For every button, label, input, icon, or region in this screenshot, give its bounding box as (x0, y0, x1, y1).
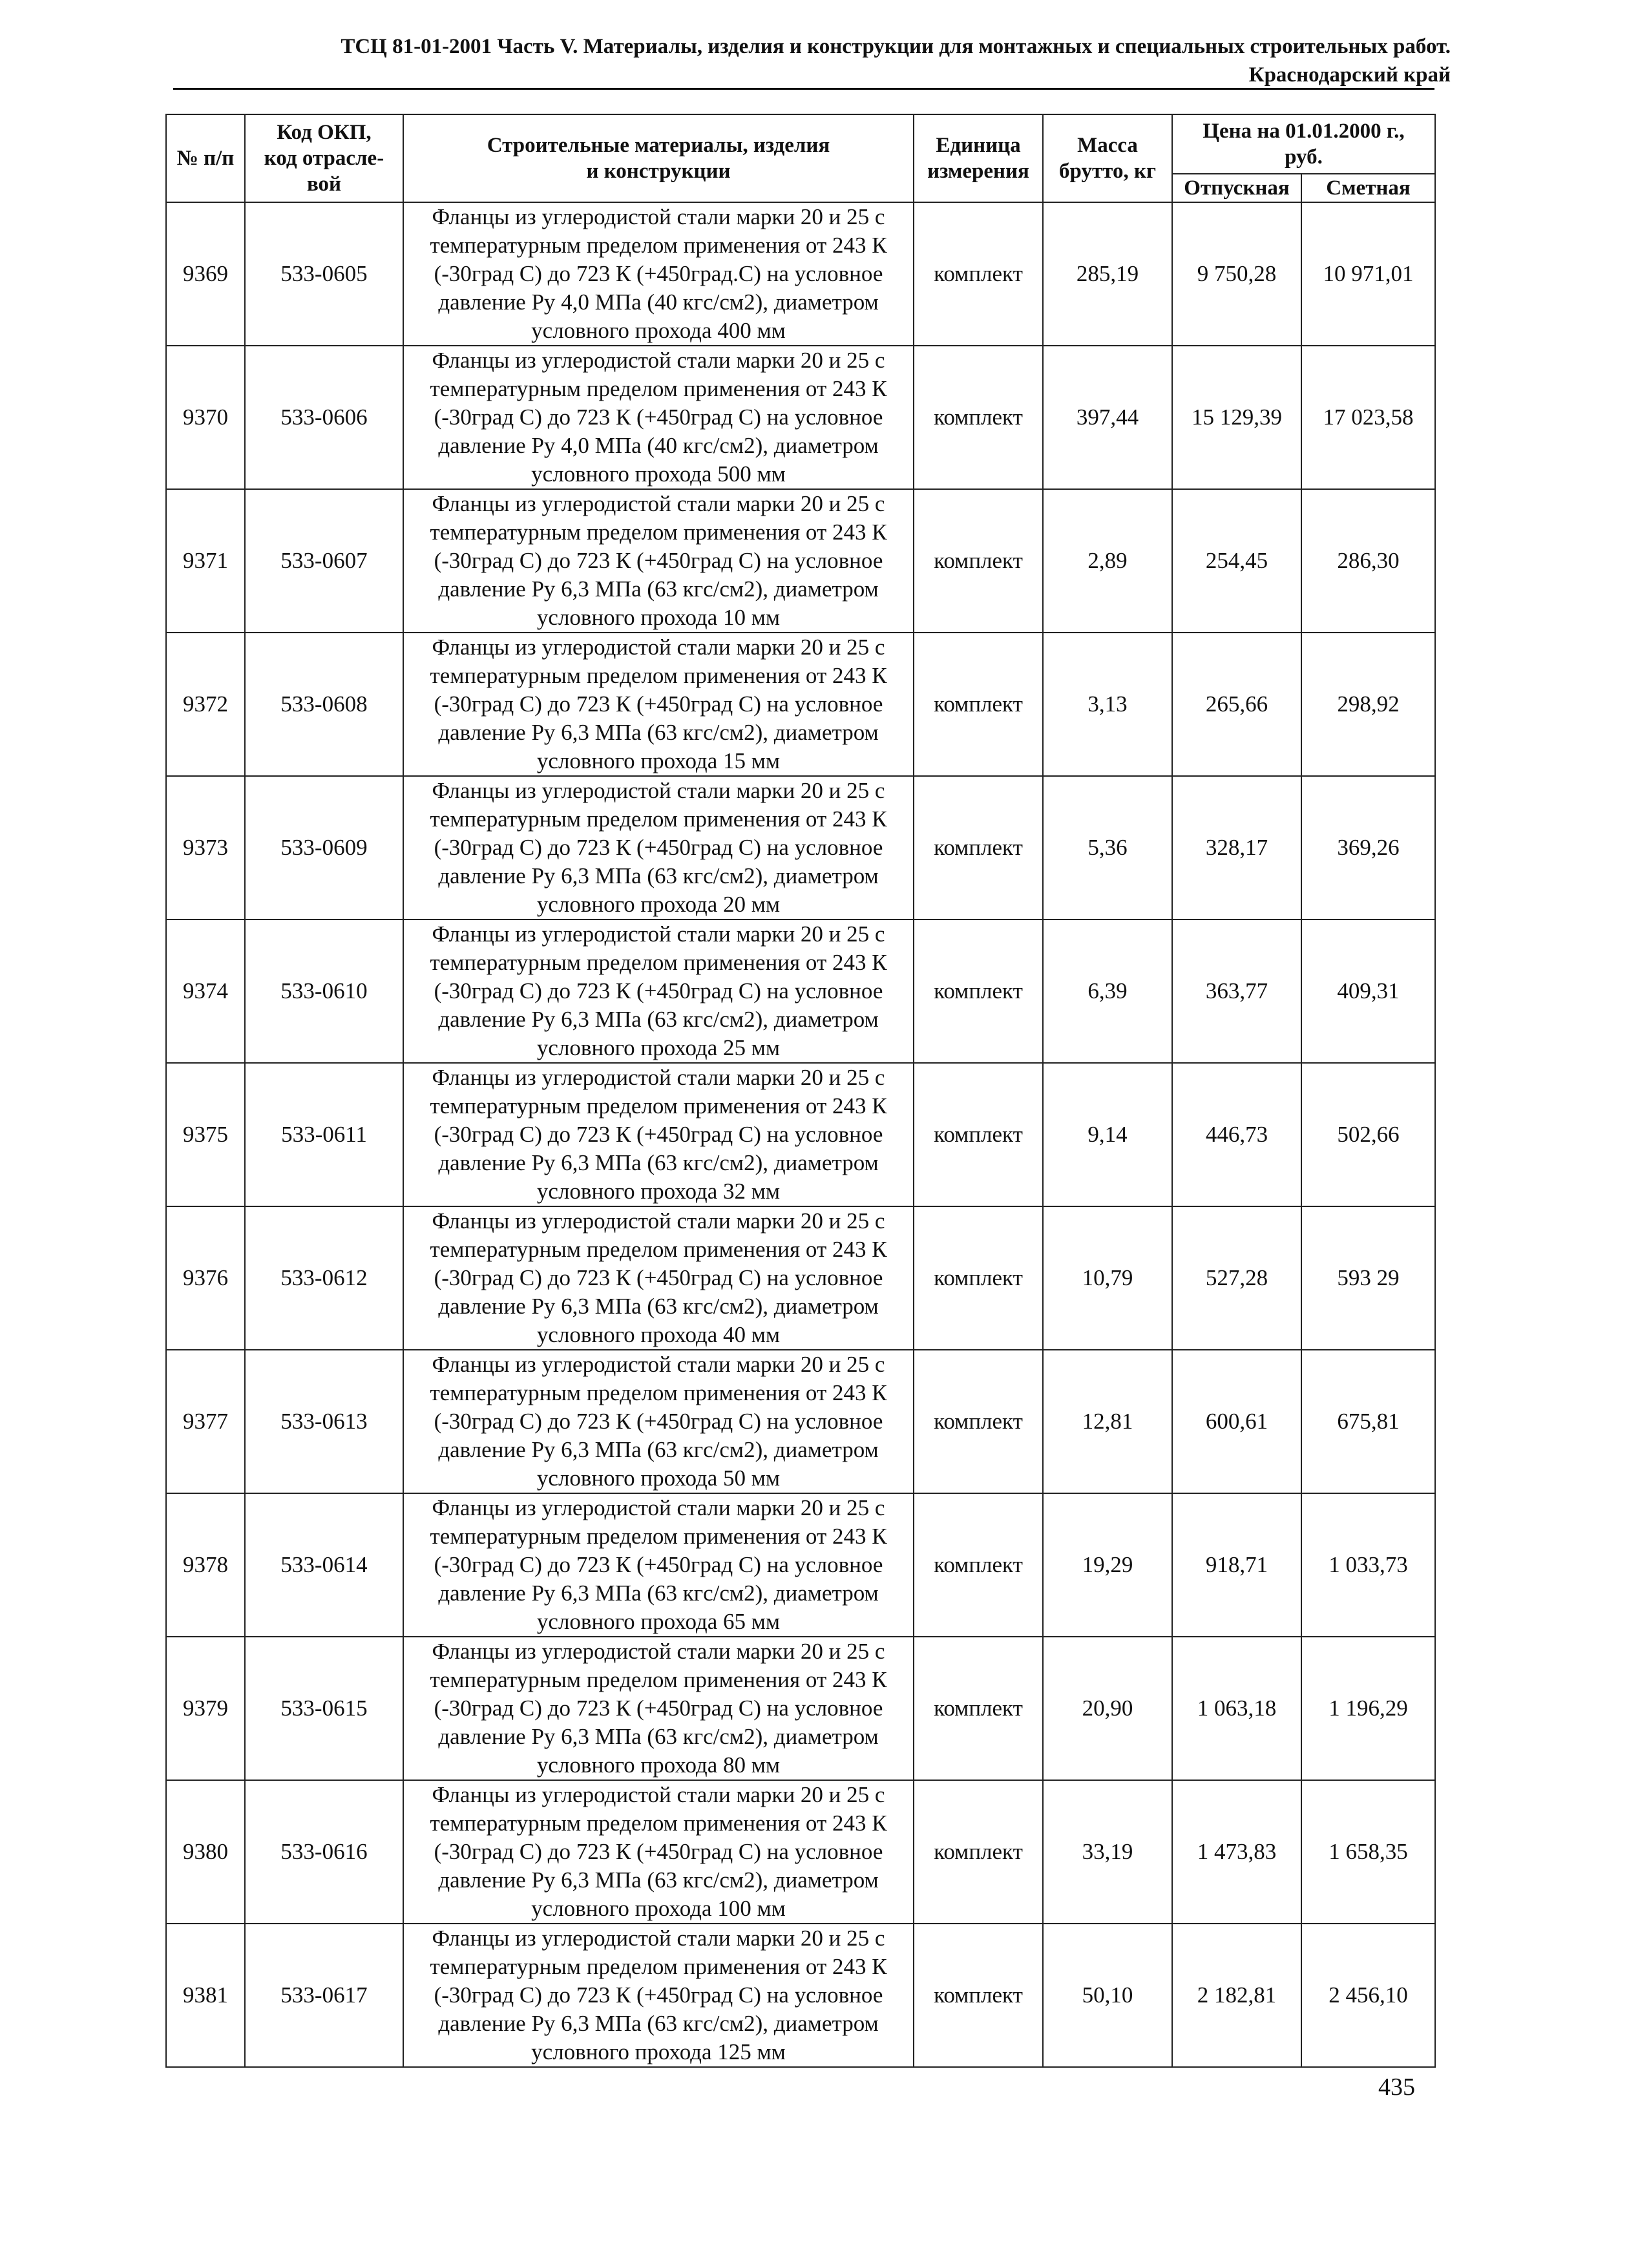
row-description-line: (-30град С) до 723 К (+450град С) на условное (434, 1982, 883, 2008)
row-description (403, 776, 914, 919)
row-number: 9379 (166, 1637, 245, 1780)
row-description-line: температурным пределом применения от 243 К (430, 376, 887, 401)
row-price-estimate: 17 023,58 (1301, 346, 1435, 489)
row-description-line: температурным пределом применения от 243 К (430, 1954, 887, 1979)
header-region: Краснодарский край (1248, 63, 1451, 87)
row-price-release: 446,73 (1172, 1063, 1301, 1206)
row-price-estimate: 1 658,35 (1301, 1780, 1435, 1924)
table-body (166, 202, 1435, 2067)
row-description-line: давление Ру 6,3 МПа (63 кгс/см2), диаметром (438, 576, 879, 602)
row-okp-code: 533-0607 (245, 489, 403, 633)
row-okp-code: 533-0611 (245, 1063, 403, 1206)
header-mass (1043, 114, 1172, 202)
row-unit: комплект (914, 1206, 1043, 1350)
header-code-line3: вой (306, 173, 342, 196)
row-description-line: условного прохода 20 мм (536, 892, 781, 917)
row-description-line: давление Ру 4,0 МПа (40 кгс/см2), диаметром (438, 433, 879, 458)
row-okp-code: 533-0608 (245, 633, 403, 776)
row-price-estimate: 1 033,73 (1301, 1493, 1435, 1637)
header-materials (403, 114, 914, 202)
row-number: 9369 (166, 202, 245, 346)
row-price-estimate: 675,81 (1301, 1350, 1435, 1493)
row-mass: 12,81 (1043, 1350, 1172, 1493)
row-okp-code: 533-0605 (245, 202, 403, 346)
row-description-line: условного прохода 32 мм (536, 1179, 781, 1204)
row-price-release: 600,61 (1172, 1350, 1301, 1493)
row-price-release: 1 063,18 (1172, 1637, 1301, 1780)
row-unit: комплект (914, 1350, 1043, 1493)
row-price-release: 328,17 (1172, 776, 1301, 919)
row-price-release: 1 473,83 (1172, 1780, 1301, 1924)
header-price-estimate: Сметная (1301, 174, 1435, 202)
header-unit-line2: измерения (927, 160, 1029, 183)
row-description-line: давление Ру 6,3 МПа (63 кгс/см2), диаметром (438, 1007, 879, 1032)
header-code (245, 114, 403, 202)
row-description-line: условного прохода 65 мм (536, 1609, 781, 1634)
row-description-line: давление Ру 6,3 МПа (63 кгс/см2), диаметром (438, 720, 879, 745)
row-unit: комплект (914, 1493, 1043, 1637)
header-code-line2: код отрасле- (264, 147, 384, 170)
price-table (165, 114, 1436, 2068)
row-description-line: (-30град С) до 723 К (+450град С) на условное (434, 835, 883, 860)
row-mass: 3,13 (1043, 633, 1172, 776)
row-mass: 50,10 (1043, 1924, 1172, 2067)
row-price-release: 527,28 (1172, 1206, 1301, 1350)
row-description-line: температурным пределом применения от 243 К (430, 1093, 887, 1118)
row-number: 9377 (166, 1350, 245, 1493)
table-row (166, 1924, 1435, 2067)
row-description-line: температурным пределом применения от 243 К (430, 663, 887, 688)
table-row (166, 1637, 1435, 1780)
row-description (403, 1780, 914, 1924)
row-description-line: Фланцы из углеродистой стали марки 20 и 25 с (432, 491, 885, 516)
row-description-line: (-30град С) до 723 К (+450град С) на условное (434, 1839, 883, 1864)
row-description-line: (-30град С) до 723 К (+450град С) на условное (434, 1696, 883, 1721)
row-description-line: (-30град С) до 723 К (+450град С) на условное (434, 1265, 883, 1290)
row-number: 9372 (166, 633, 245, 776)
row-okp-code: 533-0615 (245, 1637, 403, 1780)
header-price-line2: руб. (1285, 145, 1323, 169)
table-header-row (166, 114, 1435, 174)
row-description-line: температурным пределом применения от 243 К (430, 1237, 887, 1262)
row-description-line: давление Ру 6,3 МПа (63 кгс/см2), диаметром (438, 1580, 879, 1606)
row-mass: 397,44 (1043, 346, 1172, 489)
row-description-line: температурным пределом применения от 243 К (430, 950, 887, 975)
row-description-line: Фланцы из углеродистой стали марки 20 и 25 с (432, 1352, 885, 1377)
row-unit: комплект (914, 202, 1043, 346)
row-mass: 5,36 (1043, 776, 1172, 919)
row-price-release: 254,45 (1172, 489, 1301, 633)
row-price-estimate: 409,31 (1301, 919, 1435, 1063)
row-number: 9370 (166, 346, 245, 489)
header-price-release: Отпускная (1172, 174, 1301, 202)
row-number: 9381 (166, 1924, 245, 2067)
row-description-line: Фланцы из углеродистой стали марки 20 и 25 с (432, 1208, 885, 1234)
row-unit: комплект (914, 1063, 1043, 1206)
header-num: № п/п (166, 114, 245, 202)
table-row (166, 1493, 1435, 1637)
header-materials-line1: Строительные материалы, изделия (487, 134, 830, 157)
row-price-estimate: 1 196,29 (1301, 1637, 1435, 1780)
row-description-line: Фланцы из углеродистой стали марки 20 и 25 с (432, 635, 885, 660)
row-description-line: (-30град С) до 723 К (+450град С) на условное (434, 978, 883, 1003)
row-okp-code: 533-0606 (245, 346, 403, 489)
row-description-line: давление Ру 4,0 МПа (40 кгс/см2), диаметром (438, 289, 879, 315)
row-number: 9373 (166, 776, 245, 919)
row-unit: комплект (914, 633, 1043, 776)
row-okp-code: 533-0616 (245, 1780, 403, 1924)
table-row (166, 1206, 1435, 1350)
header-code-line1: Код ОКП, (277, 121, 372, 144)
row-description-line: условного прохода 125 мм (531, 2039, 786, 2064)
table-row (166, 1350, 1435, 1493)
document-header (168, 32, 1451, 89)
row-description-line: давление Ру 6,3 МПа (63 кгс/см2), диаметром (438, 1150, 879, 1175)
row-price-estimate: 369,26 (1301, 776, 1435, 919)
row-description-line: условного прохода 100 мм (531, 1896, 786, 1921)
row-unit: комплект (914, 919, 1043, 1063)
table-row (166, 346, 1435, 489)
row-description (403, 633, 914, 776)
row-description-line: условного прохода 80 мм (536, 1752, 781, 1778)
row-okp-code: 533-0609 (245, 776, 403, 919)
row-description-line: условного прохода 50 мм (536, 1465, 781, 1491)
row-description-line: температурным пределом применения от 243 К (430, 520, 887, 545)
row-unit: комплект (914, 346, 1043, 489)
row-unit: комплект (914, 776, 1043, 919)
row-description-line: Фланцы из углеродистой стали марки 20 и 25 с (432, 921, 885, 947)
row-number: 9380 (166, 1780, 245, 1924)
row-description-line: (-30град С) до 723 К (+450град.С) на условное (434, 261, 883, 286)
row-description-line: давление Ру 6,3 МПа (63 кгс/см2), диаметром (438, 1437, 879, 1462)
header-title: ТСЦ 81-01-2001 Часть V. Материалы, изделия и конструкции для монтажных и специальных строительных работ. (341, 35, 1451, 58)
header-unit (914, 114, 1043, 202)
row-description-line: давление Ру 6,3 МПа (63 кгс/см2), диаметром (438, 1294, 879, 1319)
table-row (166, 489, 1435, 633)
row-price-estimate: 286,30 (1301, 489, 1435, 633)
row-number: 9375 (166, 1063, 245, 1206)
row-price-release: 9 750,28 (1172, 202, 1301, 346)
row-mass: 10,79 (1043, 1206, 1172, 1350)
row-mass: 6,39 (1043, 919, 1172, 1063)
row-description-line: температурным пределом применения от 243 К (430, 1811, 887, 1836)
header-price-line1: Цена на 01.01.2000 г., (1203, 120, 1405, 143)
row-description-line: Фланцы из углеродистой стали марки 20 и 25 с (432, 1926, 885, 1951)
row-description-line: (-30град С) до 723 К (+450град С) на условное (434, 548, 883, 573)
header-divider (173, 88, 1434, 90)
row-description-line: температурным пределом применения от 243 К (430, 1380, 887, 1405)
row-description-line: (-30град С) до 723 К (+450град С) на условное (434, 1122, 883, 1147)
row-description-line: температурным пределом применения от 243 К (430, 806, 887, 832)
row-description (403, 489, 914, 633)
table-row (166, 1780, 1435, 1924)
row-mass: 20,90 (1043, 1637, 1172, 1780)
row-price-release: 15 129,39 (1172, 346, 1301, 489)
row-description-line: температурным пределом применения от 243 К (430, 1524, 887, 1549)
row-description-line: Фланцы из углеродистой стали марки 20 и 25 с (432, 778, 885, 803)
row-description (403, 346, 914, 489)
row-okp-code: 533-0614 (245, 1493, 403, 1637)
row-description (403, 1493, 914, 1637)
row-description-line: условного прохода 500 мм (531, 461, 786, 487)
row-description-line: Фланцы из углеродистой стали марки 20 и 25 с (432, 1495, 885, 1520)
header-price (1172, 114, 1435, 174)
row-price-estimate: 2 456,10 (1301, 1924, 1435, 2067)
row-price-release: 265,66 (1172, 633, 1301, 776)
row-number: 9378 (166, 1493, 245, 1637)
table-row (166, 1063, 1435, 1206)
row-unit: комплект (914, 489, 1043, 633)
row-unit: комплект (914, 1924, 1043, 2067)
row-description (403, 1206, 914, 1350)
row-price-release: 2 182,81 (1172, 1924, 1301, 2067)
table-row (166, 776, 1435, 919)
row-number: 9374 (166, 919, 245, 1063)
row-description-line: давление Ру 6,3 МПа (63 кгс/см2), диаметром (438, 2011, 879, 2036)
row-mass: 19,29 (1043, 1493, 1172, 1637)
row-okp-code: 533-0613 (245, 1350, 403, 1493)
row-price-estimate: 502,66 (1301, 1063, 1435, 1206)
row-price-estimate: 10 971,01 (1301, 202, 1435, 346)
row-description-line: давление Ру 6,3 МПа (63 кгс/см2), диаметром (438, 1724, 879, 1749)
page-number: 435 (1378, 2074, 1415, 2101)
row-description-line: условного прохода 25 мм (536, 1035, 781, 1060)
row-description-line: (-30град С) до 723 К (+450град С) на условное (434, 1552, 883, 1577)
row-description-line: Фланцы из углеродистой стали марки 20 и 25 с (432, 348, 885, 373)
row-price-estimate: 298,92 (1301, 633, 1435, 776)
row-price-release: 918,71 (1172, 1493, 1301, 1637)
header-mass-line2: брутто, кг (1059, 160, 1156, 183)
row-number: 9371 (166, 489, 245, 633)
row-number: 9376 (166, 1206, 245, 1350)
row-price-release: 363,77 (1172, 919, 1301, 1063)
row-okp-code: 533-0617 (245, 1924, 403, 2067)
row-unit: комплект (914, 1637, 1043, 1780)
row-mass: 2,89 (1043, 489, 1172, 633)
row-description-line: Фланцы из углеродистой стали марки 20 и 25 с (432, 204, 885, 229)
row-mass: 285,19 (1043, 202, 1172, 346)
row-description-line: давление Ру 6,3 МПа (63 кгс/см2), диаметром (438, 1867, 879, 1893)
header-mass-line1: Масса (1077, 134, 1138, 157)
row-description (403, 202, 914, 346)
row-description-line: температурным пределом применения от 243 К (430, 1667, 887, 1692)
row-description-line: условного прохода 400 мм (531, 318, 786, 343)
row-description-line: условного прохода 40 мм (536, 1322, 781, 1347)
row-price-estimate: 593 29 (1301, 1206, 1435, 1350)
row-description-line: (-30град С) до 723 К (+450град С) на условное (434, 404, 883, 430)
row-description (403, 1637, 914, 1780)
row-mass: 9,14 (1043, 1063, 1172, 1206)
row-description (403, 1063, 914, 1206)
header-materials-line2: и конструкции (586, 160, 731, 183)
row-description (403, 1350, 914, 1493)
row-description-line: давление Ру 6,3 МПа (63 кгс/см2), диаметром (438, 863, 879, 888)
row-okp-code: 533-0612 (245, 1206, 403, 1350)
row-mass: 33,19 (1043, 1780, 1172, 1924)
row-description (403, 919, 914, 1063)
row-unit: комплект (914, 1780, 1043, 1924)
table-row (166, 202, 1435, 346)
row-description-line: условного прохода 10 мм (536, 605, 781, 630)
row-description-line: (-30град С) до 723 К (+450град С) на условное (434, 1409, 883, 1434)
row-okp-code: 533-0610 (245, 919, 403, 1063)
table-row (166, 919, 1435, 1063)
row-description-line: Фланцы из углеродистой стали марки 20 и 25 с (432, 1065, 885, 1090)
row-description-line: (-30град С) до 723 К (+450град С) на условное (434, 691, 883, 717)
header-unit-line1: Единица (936, 134, 1021, 157)
row-description-line: температурным пределом применения от 243 К (430, 233, 887, 258)
row-description (403, 1924, 914, 2067)
table-row (166, 633, 1435, 776)
row-description-line: Фланцы из углеродистой стали марки 20 и 25 с (432, 1782, 885, 1807)
row-description-line: Фланцы из углеродистой стали марки 20 и 25 с (432, 1639, 885, 1664)
row-description-line: условного прохода 15 мм (536, 748, 781, 773)
